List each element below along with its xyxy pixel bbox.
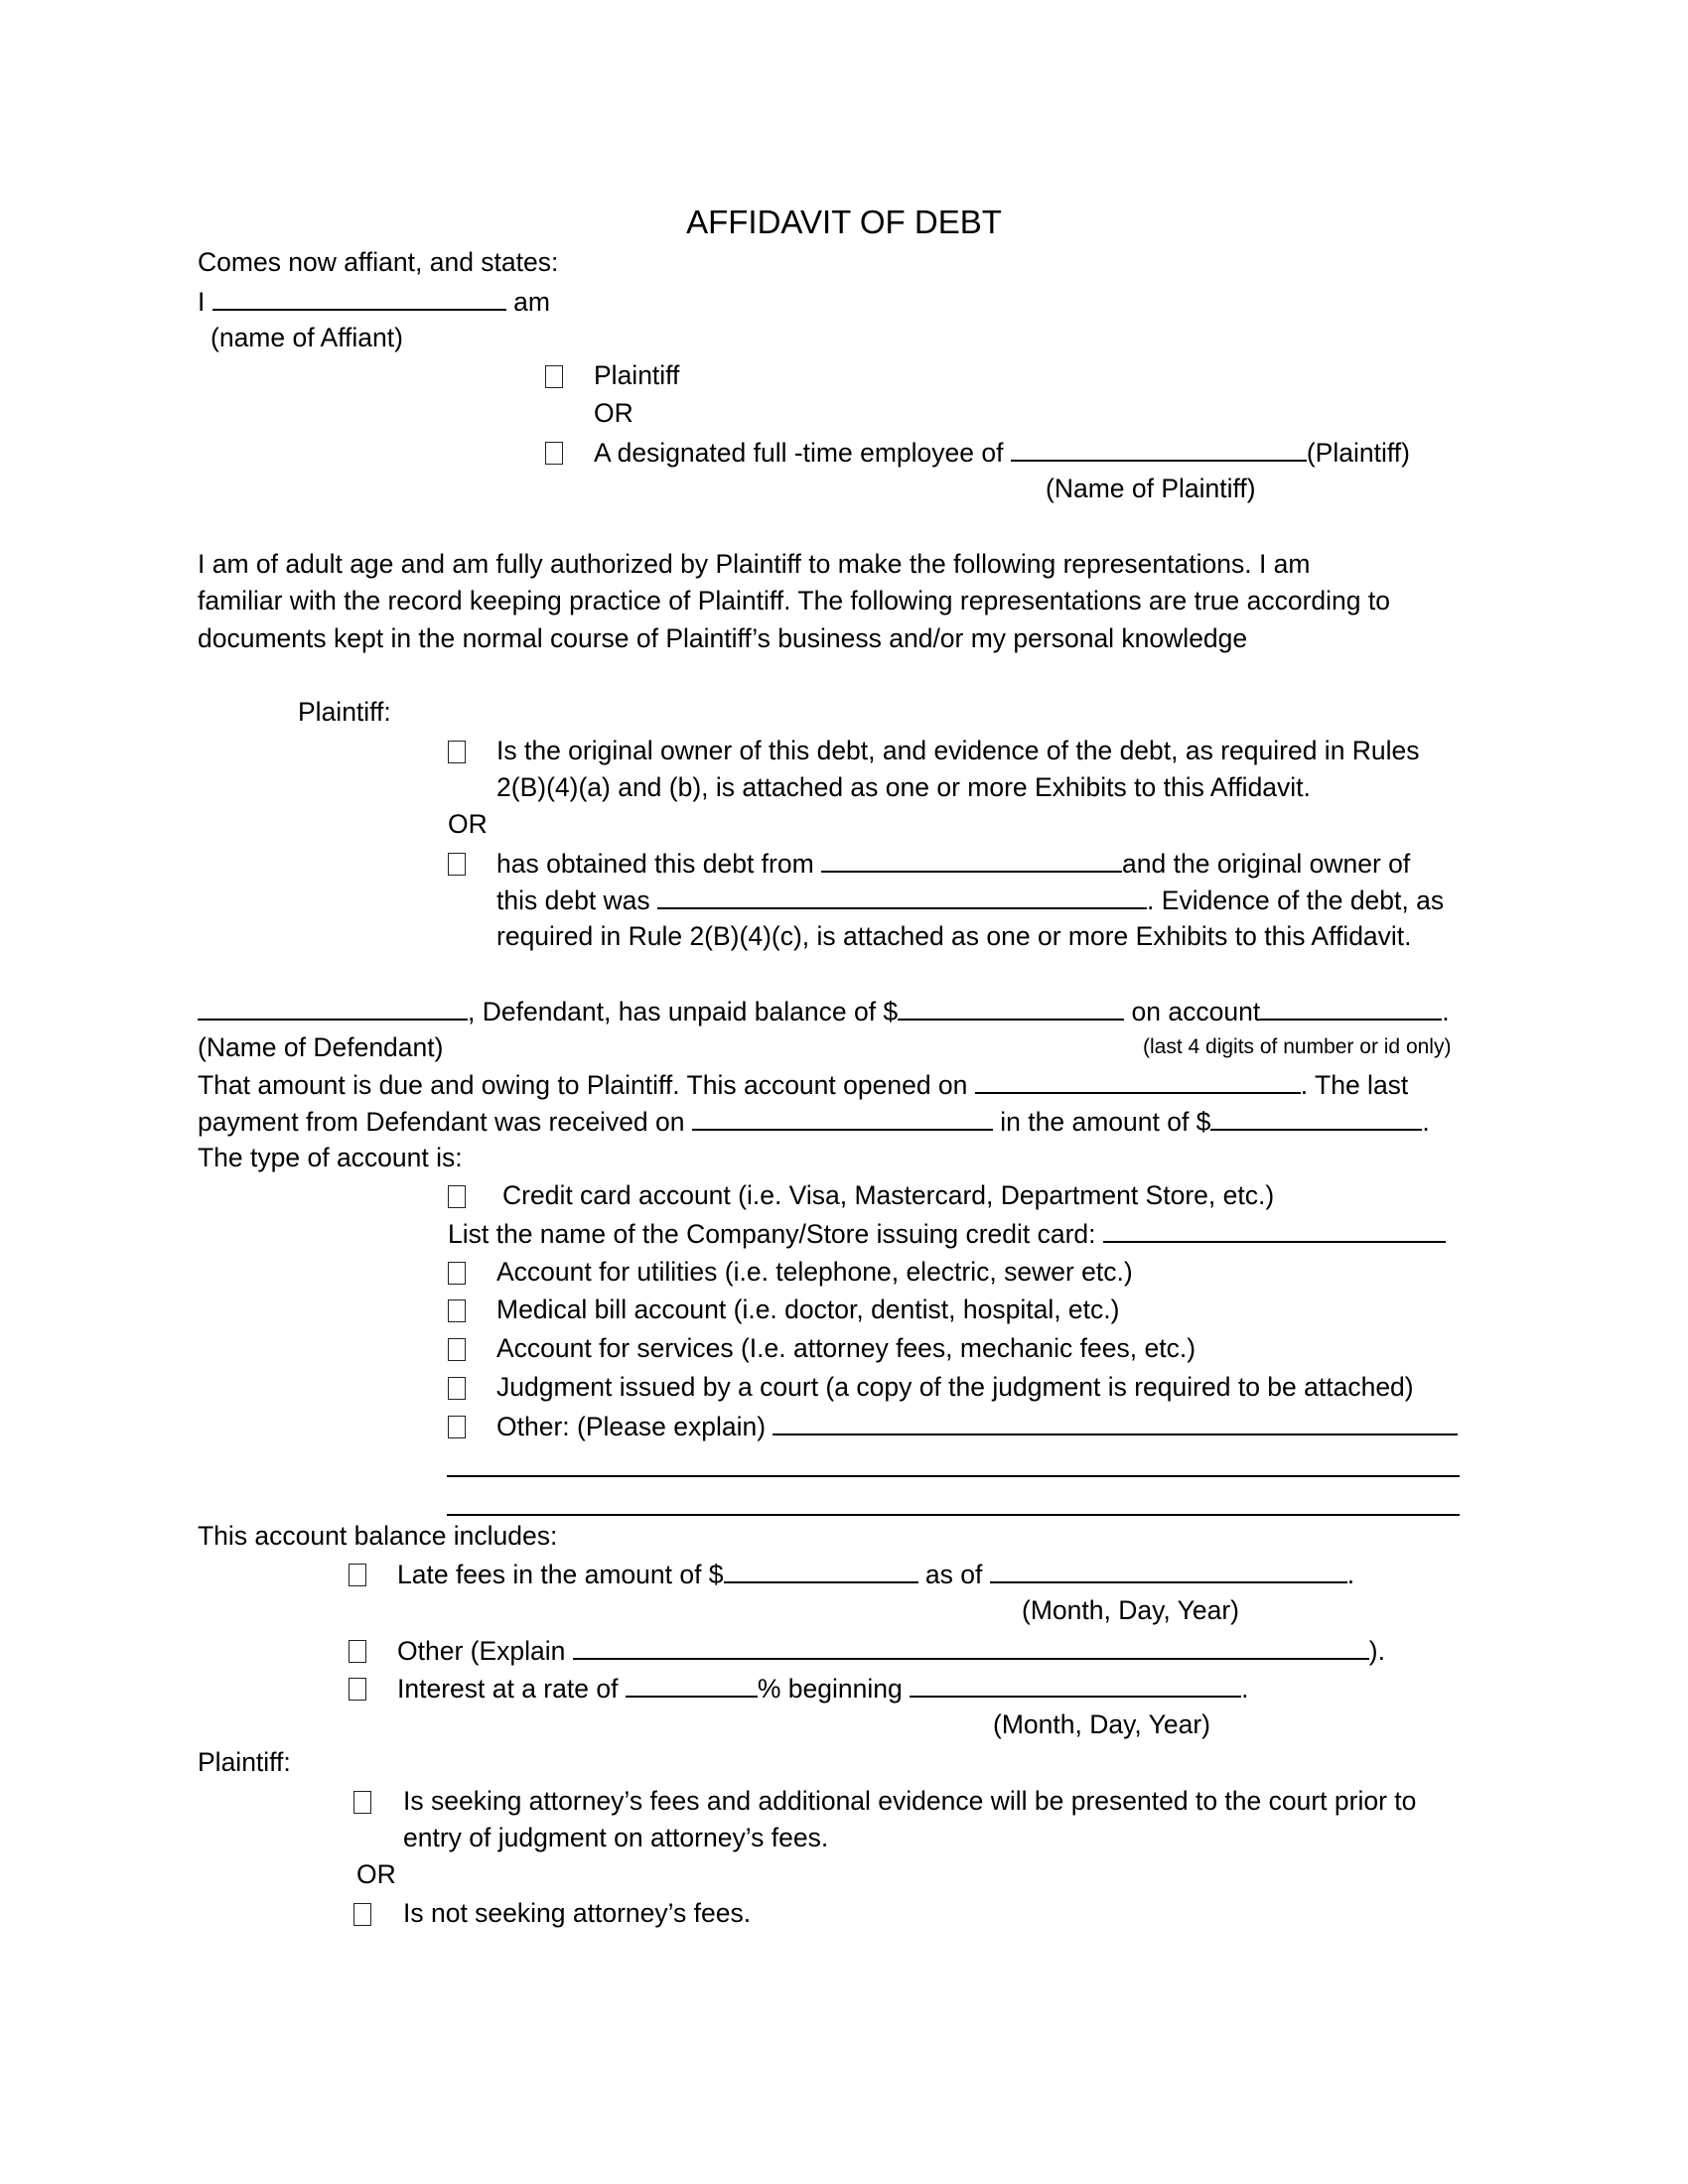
interest-line (397, 1672, 1248, 1705)
fees-or-label: OR (356, 1859, 396, 1889)
late-fees-mid: as of (924, 1560, 983, 1589)
authorization-line-3: documents kept in the normal course of Plaintiff’s business and/or my personal knowledge (198, 623, 1248, 653)
obtained-suffix: and the original owner of (1122, 849, 1411, 879)
other-charge-checkbox[interactable] (349, 1640, 366, 1663)
late-fees-date-blank[interactable] (990, 1558, 1347, 1583)
balance-line-4-end: . (1422, 1107, 1430, 1137)
authorization-line-2: familiar with the record keeping practice of Plaintiff. The following representations are true according to (198, 586, 1390, 615)
credit-card-checkbox[interactable] (448, 1185, 466, 1208)
ownership-heading: Plaintiff: (298, 697, 391, 727)
late-fees-prefix: Late fees in the amount of $ (397, 1560, 724, 1589)
ownership-or-label: OR (448, 809, 488, 839)
original-owner-line-1: Is the original owner of this debt, and evidence of the debt, as required in Rules (496, 736, 1420, 765)
late-fees-line (397, 1558, 1354, 1590)
balance-line-1 (198, 995, 1450, 1027)
not-seeking-fees-checkbox[interactable] (353, 1903, 371, 1926)
interest-prefix: Interest at a rate of (397, 1674, 619, 1704)
balance-line-1-end: . (1442, 997, 1450, 1026)
includes-heading: This account balance includes: (198, 1521, 558, 1551)
late-fees-checkbox[interactable] (349, 1564, 366, 1586)
interest-date-label: (Month, Day, Year) (993, 1709, 1210, 1739)
issuer-line (448, 1217, 1446, 1250)
services-checkbox[interactable] (448, 1338, 466, 1361)
obtained-debt-line-3: required in Rule 2(B)(4)(c), is attached as one or more Exhibits to this Affidavit. (496, 921, 1412, 951)
original-owner-prefix: this debt was (496, 886, 650, 915)
other-type-explain-blank[interactable] (773, 1410, 1458, 1435)
medical-checkbox[interactable] (448, 1299, 466, 1322)
fees-heading: Plaintiff: (198, 1747, 291, 1777)
obtained-prefix: has obtained this debt from (496, 849, 814, 879)
intro-text: Comes now affiant, and states: (198, 247, 559, 277)
plaintiff-name-label: (Name of Plaintiff) (1046, 474, 1256, 503)
interest-mid: % beginning (757, 1674, 903, 1704)
authorization-line-1: I am of adult age and am fully authorized by Plaintiff to make the following representations. I am (198, 549, 1311, 579)
judgment-label: Judgment issued by a court (a copy of the judgment is required to be attached) (496, 1372, 1414, 1402)
other-charge-line (397, 1634, 1385, 1667)
employee-role-line (594, 436, 1410, 469)
issuer-name-blank[interactable] (1103, 1217, 1446, 1243)
utilities-checkbox[interactable] (448, 1262, 466, 1285)
employee-role-suffix: (Plaintiff) (1306, 438, 1410, 468)
account-opened-date-blank[interactable] (975, 1068, 1301, 1094)
on-account-label: on account (1131, 997, 1261, 1026)
account-number-label: (last 4 digits of number or id only) (1143, 1035, 1452, 1058)
not-seeking-fees-label: Is not seeking attorney’s fees. (403, 1898, 752, 1928)
last-payment-amount-blank[interactable] (1210, 1105, 1422, 1131)
utilities-label: Account for utilities (i.e. telephone, electric, sewer etc.) (496, 1257, 1133, 1287)
interest-date-blank[interactable] (910, 1672, 1241, 1698)
original-owner-line-2: 2(B)(4)(a) and (b), is attached as one or more Exhibits to this Affidavit. (496, 772, 1311, 802)
medical-label: Medical bill account (i.e. doctor, dentist, hospital, etc.) (496, 1295, 1120, 1324)
balance-line-3 (198, 1068, 1408, 1101)
original-owner-checkbox[interactable] (448, 741, 466, 763)
interest-rate-blank[interactable] (626, 1672, 758, 1698)
seeking-fees-line-1: Is seeking attorney’s fees and additional evidence will be presented to the court prior to (403, 1786, 1417, 1816)
last-payment-mid: in the amount of $ (1000, 1107, 1211, 1137)
obtained-debt-line-1 (496, 847, 1410, 880)
defendant-name-label: (Name of Defendant) (198, 1032, 444, 1062)
page-title: AFFIDAVIT OF DEBT (686, 204, 1002, 240)
account-type-heading: The type of account is: (198, 1143, 463, 1172)
seeking-fees-checkbox[interactable] (353, 1791, 371, 1814)
obtained-debt-checkbox[interactable] (448, 853, 466, 876)
balance-amount-blank[interactable] (898, 995, 1124, 1021)
affiant-name-blank[interactable] (212, 285, 506, 311)
original-owner-suffix: . Evidence of the debt, as (1147, 886, 1445, 915)
affiant-prefix: I (198, 287, 206, 317)
issuer-prompt: List the name of the Company/Store issuing credit card: (448, 1219, 1096, 1249)
balance-line-4 (198, 1105, 1430, 1138)
services-label: Account for services (I.e. attorney fees, mechanic fees, etc.) (496, 1333, 1196, 1363)
plaintiff-name-blank[interactable] (1011, 436, 1307, 462)
plaintiff-role-checkbox[interactable] (545, 365, 563, 388)
other-type-checkbox[interactable] (448, 1416, 466, 1438)
account-opened-prefix: That amount is due and owing to Plaintiff. This account opened on (198, 1070, 968, 1100)
other-charge-explain-blank[interactable] (573, 1634, 1369, 1660)
last-payment-prefix: payment from Defendant was received on (198, 1107, 685, 1137)
obtained-from-blank[interactable] (821, 847, 1122, 873)
late-fees-end: . (1346, 1560, 1355, 1589)
plaintiff-role-label: Plaintiff (594, 360, 680, 390)
other-type-label: Other: (Please explain) (496, 1412, 767, 1441)
affiant-suffix: am (513, 287, 550, 317)
other-explain-line-3[interactable] (447, 1514, 1460, 1516)
affiant-line (198, 285, 550, 318)
original-owner-blank[interactable] (657, 884, 1147, 909)
affiant-label: (name of Affiant) (211, 323, 403, 352)
role-or-label: OR (594, 398, 633, 428)
interest-end: . (1241, 1674, 1249, 1704)
seeking-fees-line-2: entry of judgment on attorney’s fees. (403, 1823, 829, 1852)
last-payment-date-blank[interactable] (692, 1105, 993, 1131)
employee-role-prefix: A designated full -time employee of (594, 438, 1004, 468)
interest-checkbox[interactable] (349, 1678, 366, 1701)
obtained-debt-line-2 (496, 884, 1444, 916)
employee-role-checkbox[interactable] (545, 442, 563, 465)
account-number-blank[interactable] (1260, 995, 1442, 1021)
other-type-line (496, 1410, 1458, 1442)
other-charge-prefix: Other (Explain (397, 1636, 566, 1666)
other-charge-end: ). (1368, 1636, 1385, 1666)
late-fees-date-label: (Month, Day, Year) (1022, 1595, 1239, 1625)
other-explain-line-2[interactable] (447, 1475, 1460, 1477)
account-opened-suffix: . The last (1300, 1070, 1409, 1100)
defendant-text: , Defendant, has unpaid balance of $ (468, 997, 899, 1026)
judgment-checkbox[interactable] (448, 1377, 466, 1400)
credit-card-label: Credit card account (i.e. Visa, Mastercard, Department Store, etc.) (502, 1180, 1275, 1210)
late-fees-amount-blank[interactable] (724, 1558, 918, 1583)
defendant-name-blank[interactable] (198, 995, 468, 1021)
